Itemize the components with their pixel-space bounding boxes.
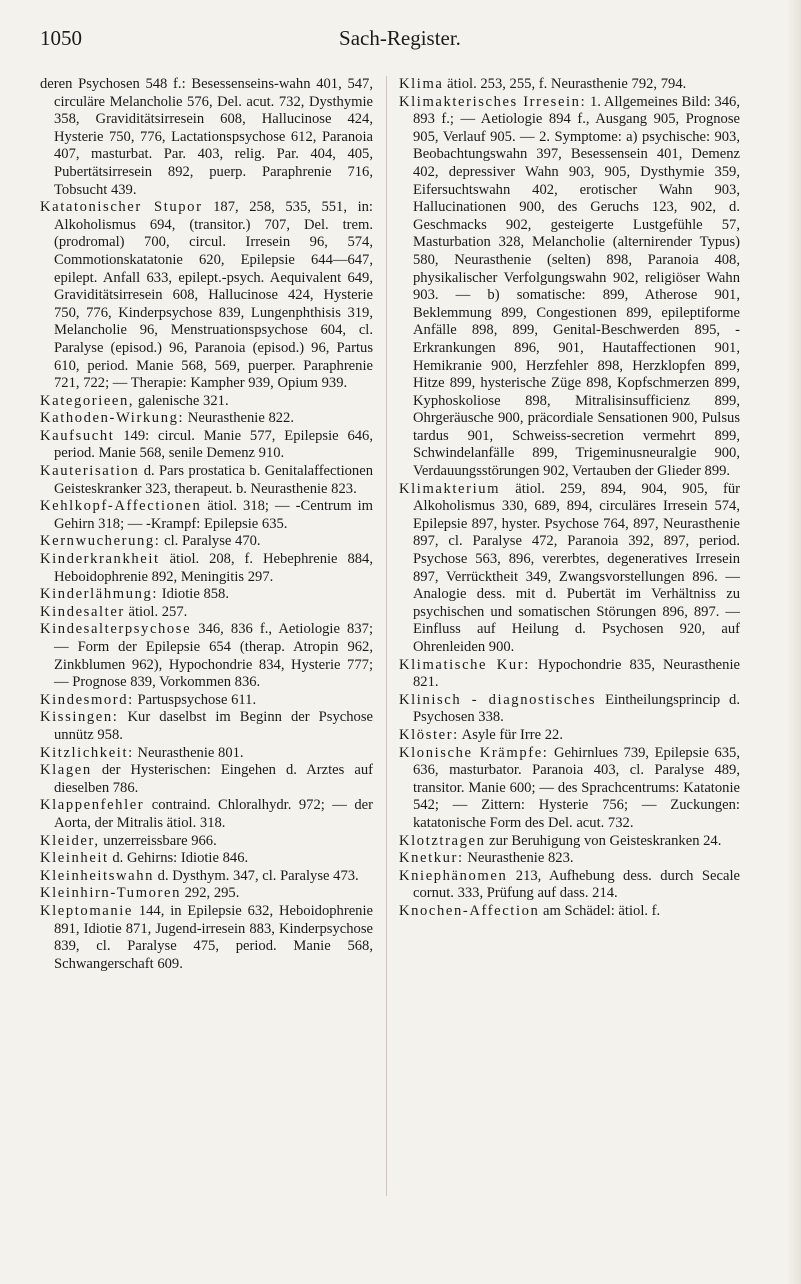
index-keyword: Kitzlichkeit: xyxy=(40,744,134,761)
index-references: ätiol. 208, f. Hebephrenie 884, Heboidophrenie 892, Meningitis 297. xyxy=(54,551,373,585)
index-references: 292, 295. xyxy=(180,885,240,902)
index-entry xyxy=(399,76,740,94)
index-keyword: Kleinhirn-Tumoren xyxy=(40,885,181,902)
index-references: 144, in Epilepsie 632, Heboidophrenie 891, Idiotie 871, Jugend-irresein 883, Kinderpsychose 839, cl. Paralyse 475, period. Manie 568, Schwangerschaft 609. xyxy=(54,902,373,972)
index-references: Neurasthenie 822. xyxy=(184,410,294,427)
index-references: d. Pars prostatica b. Genitalaffectionen Geisteskranker 323, therapeut. b. Neurasthenie 823. xyxy=(54,463,373,497)
index-references: ätiol. 318; — -Centrum im Gehirn 318; — -Krampf: Epilepsie 635. xyxy=(54,498,373,532)
index-references: 187, 258, 535, 551, in: Alkoholismus 694, (transitor.) 707, Del. trem. (prodromal) 700, circul. Irresein 96, 574, Commotionskatatonie 620, Epilepsie 644—647, epilept. Anfall 633, epilept.-psych. Aequivalent 649, Graviditätsirresein 608, Hallucinose 424, Hysterie 750, 776, Kinderpsychose 839, Lungenphthisis 319, Melancholie 96, Menstruationspsychose 604, cl. Paralyse (episod.) 96, Paranoia (episod.) 96, Partus 610, period. Manie 568, 569, puerper. Paraphrenie 721, 722; — Therapie: Kampher 939, Opium 939. xyxy=(54,199,373,392)
index-references: Neurasthenie 801. xyxy=(133,744,244,761)
index-entry xyxy=(40,428,373,463)
index-keyword: Knetkur: xyxy=(399,850,464,867)
index-entry xyxy=(40,709,373,744)
index-keyword: Klonische Krämpfe: xyxy=(399,744,549,761)
index-entry xyxy=(40,868,373,886)
index-keyword: Klima xyxy=(399,76,444,92)
index-entry xyxy=(40,463,373,498)
index-keyword: Kindesalterpsychose xyxy=(40,621,192,638)
index-keyword: Kinderlähmung: xyxy=(40,586,159,603)
index-keyword: Kinderkrankheit xyxy=(40,551,160,568)
index-keyword: Klimakterisches Irresein: xyxy=(399,93,587,110)
index-keyword: Klinisch - diagnostisches xyxy=(399,691,597,708)
section-title: Sach-Register. xyxy=(339,26,461,50)
index-entry xyxy=(399,657,740,692)
index-entry xyxy=(399,868,740,903)
index-references: der Hysterischen: Eingehen d. Arztes auf dieselben 786. xyxy=(54,762,373,796)
page-edge-shadow xyxy=(787,0,801,1284)
index-entry xyxy=(399,903,740,921)
index-entry xyxy=(40,833,373,851)
index-references: Idiotie 858. xyxy=(158,586,229,603)
index-keyword: Kathoden-Wirkung: xyxy=(40,410,185,427)
index-keyword: Kleider, xyxy=(40,832,100,849)
index-entry xyxy=(399,850,740,868)
index-keyword: Kleinheit xyxy=(40,850,109,867)
index-entry xyxy=(40,850,373,868)
index-entry xyxy=(40,762,373,797)
index-references: deren Psychosen 548 f.: Besessenseins-wahn 401, 547, circuläre Melancholie 576, Del. acut. 732, Dysthymie 358, Graviditätsirresein 608, Hallucinose 424, Hysterie 750, 776, Lactationspsychose 612, Paranoia 407, masturbat. Par. 403, relig. Par. 404, 405, Pubertätsirresein 892, puerp. Paraphrenie 716, Tobsucht 439. xyxy=(40,76,373,198)
index-keyword: Klimakterium xyxy=(399,480,501,497)
index-entry xyxy=(40,76,373,199)
index-keyword: Klöster: xyxy=(399,726,459,743)
index-keyword: Knochen-Affection xyxy=(399,902,540,919)
index-keyword: Kauterisation xyxy=(40,463,140,480)
index-keyword: Kategorieen, xyxy=(40,392,135,409)
index-keyword: Kniephänomen xyxy=(399,867,508,884)
index-references: Asyle für Irre 22. xyxy=(458,726,563,743)
index-entry xyxy=(40,604,373,622)
index-references: d. Dysthym. 347, cl. Paralyse 473. xyxy=(154,867,359,884)
index-references: 149: circul. Manie 577, Epilepsie 646, period. Manie 568, senile Demenz 910. xyxy=(54,427,373,462)
index-keyword: Kindesalter xyxy=(40,603,125,620)
index-references: Gehirnlues 739, Epilepsie 635, 636, masturbator. Paranoia 403, cl. Paralyse 489, transitor. Manie 600; — des Sprachcentrums: Katatonie 542; — Zittern: Hysterie 756; — Zuckungen: katatonische Form des Del. acut. 732. xyxy=(413,744,740,831)
index-entry xyxy=(399,745,740,833)
index-entry xyxy=(40,551,373,586)
index-keyword: Katatonischer Stupor xyxy=(40,199,203,216)
index-references: ätiol. 257. xyxy=(124,603,188,620)
index-references: 1. Allgemeines Bild: 346, 893 f.; — Aetiologie 894 f., Ausgang 905, Prognose 905, Verlauf 905. — 2. Symptome: a) psychische: 903, Beobachtungswahn 397, Besessensein 401, Demenz 402, depressiver Wahn 903, 905, Dysthymie 359, Eifersuchtswahn 402, erotischer Wahn 903, Hallucinationen 900, des Geruchs 123, 902, d. Geschmacks 902, gesteigerte Lustgefühle 57, Masturbation 328, Melancholie (alternirender Typus) 580, Neurasthenie (selten) 898, Paranoia 408, physikalischer Verfolgungswahn 902, religiöser Wahn 903. — b) somatische: 899, Atherose 901, Beklemmung 899, Congestionen 899, epileptiforme Anfälle 898, 899, Genital-Beschwerden 895, -Erkrankungen 896, 901, Hautaffectionen 901, Hemikranie 900, Herzfehler 898, Herzklopfen 899, Hitze 899, hysterische Züge 898, Kopfschmerzen 899, Kyphoskoliose 898, Mitralisinsufficienz 899, Ohrgeräusche 900, präcordiale Sensationen 900, Pulsus tardus 901, Schweiss-secretion vermehrt 899, Schwindelanfälle 899, Trigeminusneuralgie 900, Verdauungsstörungen 902, Vertauben der Glieder 899. xyxy=(413,93,740,480)
index-references: Hypochondrie 835, Neurasthenie 821. xyxy=(413,656,740,691)
index-keyword: Klimatische Kur: xyxy=(399,656,530,673)
index-entry xyxy=(399,833,740,851)
index-entry xyxy=(40,410,373,428)
index-references: ätiol. 259, 894, 904, 905, für Alkoholismus 330, 689, 894, circuläres Irresein 574, Epilepsie 897, hyster. Psychose 764, 897, Neurasthenie 897, cl. Paralyse 472, Paranoia 392, 897, period. Psychose 563, 896, vererbtes, degeneratives Irresein 897, Verrücktheit 349, Zwangsvorstellungen 896. — Analogie dess. mit d. Pubertät im Verhältniss zu psychischen und somatischen Störungen 896, 897. — Einfluss auf Heilung d. Psychosen 920, auf Ohrenleiden 900. xyxy=(413,480,740,655)
index-entry xyxy=(40,199,373,393)
index-entry xyxy=(399,481,740,657)
index-entry xyxy=(40,621,373,691)
index-references: Neurasthenie 823. xyxy=(463,850,574,867)
index-entry xyxy=(40,745,373,763)
index-entry xyxy=(40,498,373,533)
index-references: Eintheilungsprincip d. Psychosen 338. xyxy=(413,691,740,726)
index-references: am Schädel: ätiol. f. xyxy=(539,902,661,919)
index-keyword: Kehlkopf-Affectionen xyxy=(40,498,202,515)
index-keyword: Kleptomanie xyxy=(40,902,133,919)
index-references: d. Gehirns: Idiotie 846. xyxy=(108,850,249,867)
index-references: cl. Paralyse 470. xyxy=(160,533,261,550)
index-references: Partuspsychose 611. xyxy=(133,691,257,708)
index-entry xyxy=(40,692,373,710)
index-references: 213, Aufhebung dess. durch Secale cornut. 333, Prüfung auf dass. 214. xyxy=(413,867,740,902)
index-keyword: Kindesmord: xyxy=(40,691,134,708)
right-column xyxy=(399,76,740,921)
running-head xyxy=(40,26,760,56)
index-references: contraind. Chloralhydr. 972; — der Aorta, der Mitralis ätiol. 318. xyxy=(54,797,373,831)
index-references: zur Beruhigung von Geisteskranken 24. xyxy=(485,832,722,849)
index-entry xyxy=(40,533,373,551)
index-keyword: Kernwucherung: xyxy=(40,533,161,550)
index-entry xyxy=(40,393,373,411)
left-column xyxy=(40,76,373,973)
page-number: 1050 xyxy=(40,26,82,50)
index-entry xyxy=(40,903,373,973)
index-keyword: Klappenfehler xyxy=(40,797,145,814)
index-keyword: Kissingen: xyxy=(40,709,119,726)
index-entry xyxy=(40,797,373,832)
index-references: unzerreissbare 966. xyxy=(99,832,217,849)
index-keyword: Klagen xyxy=(40,762,92,779)
index-references: galenische 321. xyxy=(134,392,229,409)
column-divider xyxy=(386,76,387,1196)
index-references: 346, 836 f., Aetiologie 837; — Form der Epilepsie 654 (therap. Atropin 962, Zinkblumen 962), Hypochondrie 834, Hysterie 777; — Prognose 839, Vorkommen 836. xyxy=(54,621,373,691)
index-entry xyxy=(40,885,373,903)
index-references: ätiol. 253, 255, f. Neurasthenie 792, 794. xyxy=(443,76,687,92)
index-references: Kur daselbst im Beginn der Psychose unnütz 958. xyxy=(54,709,373,743)
index-entry xyxy=(399,727,740,745)
index-entry xyxy=(399,94,740,481)
index-entry xyxy=(399,692,740,727)
index-keyword: Kaufsucht xyxy=(40,427,115,444)
index-entry xyxy=(40,586,373,604)
index-keyword: Kleinheitswahn xyxy=(40,867,154,884)
index-keyword: Klotztragen xyxy=(399,832,486,849)
